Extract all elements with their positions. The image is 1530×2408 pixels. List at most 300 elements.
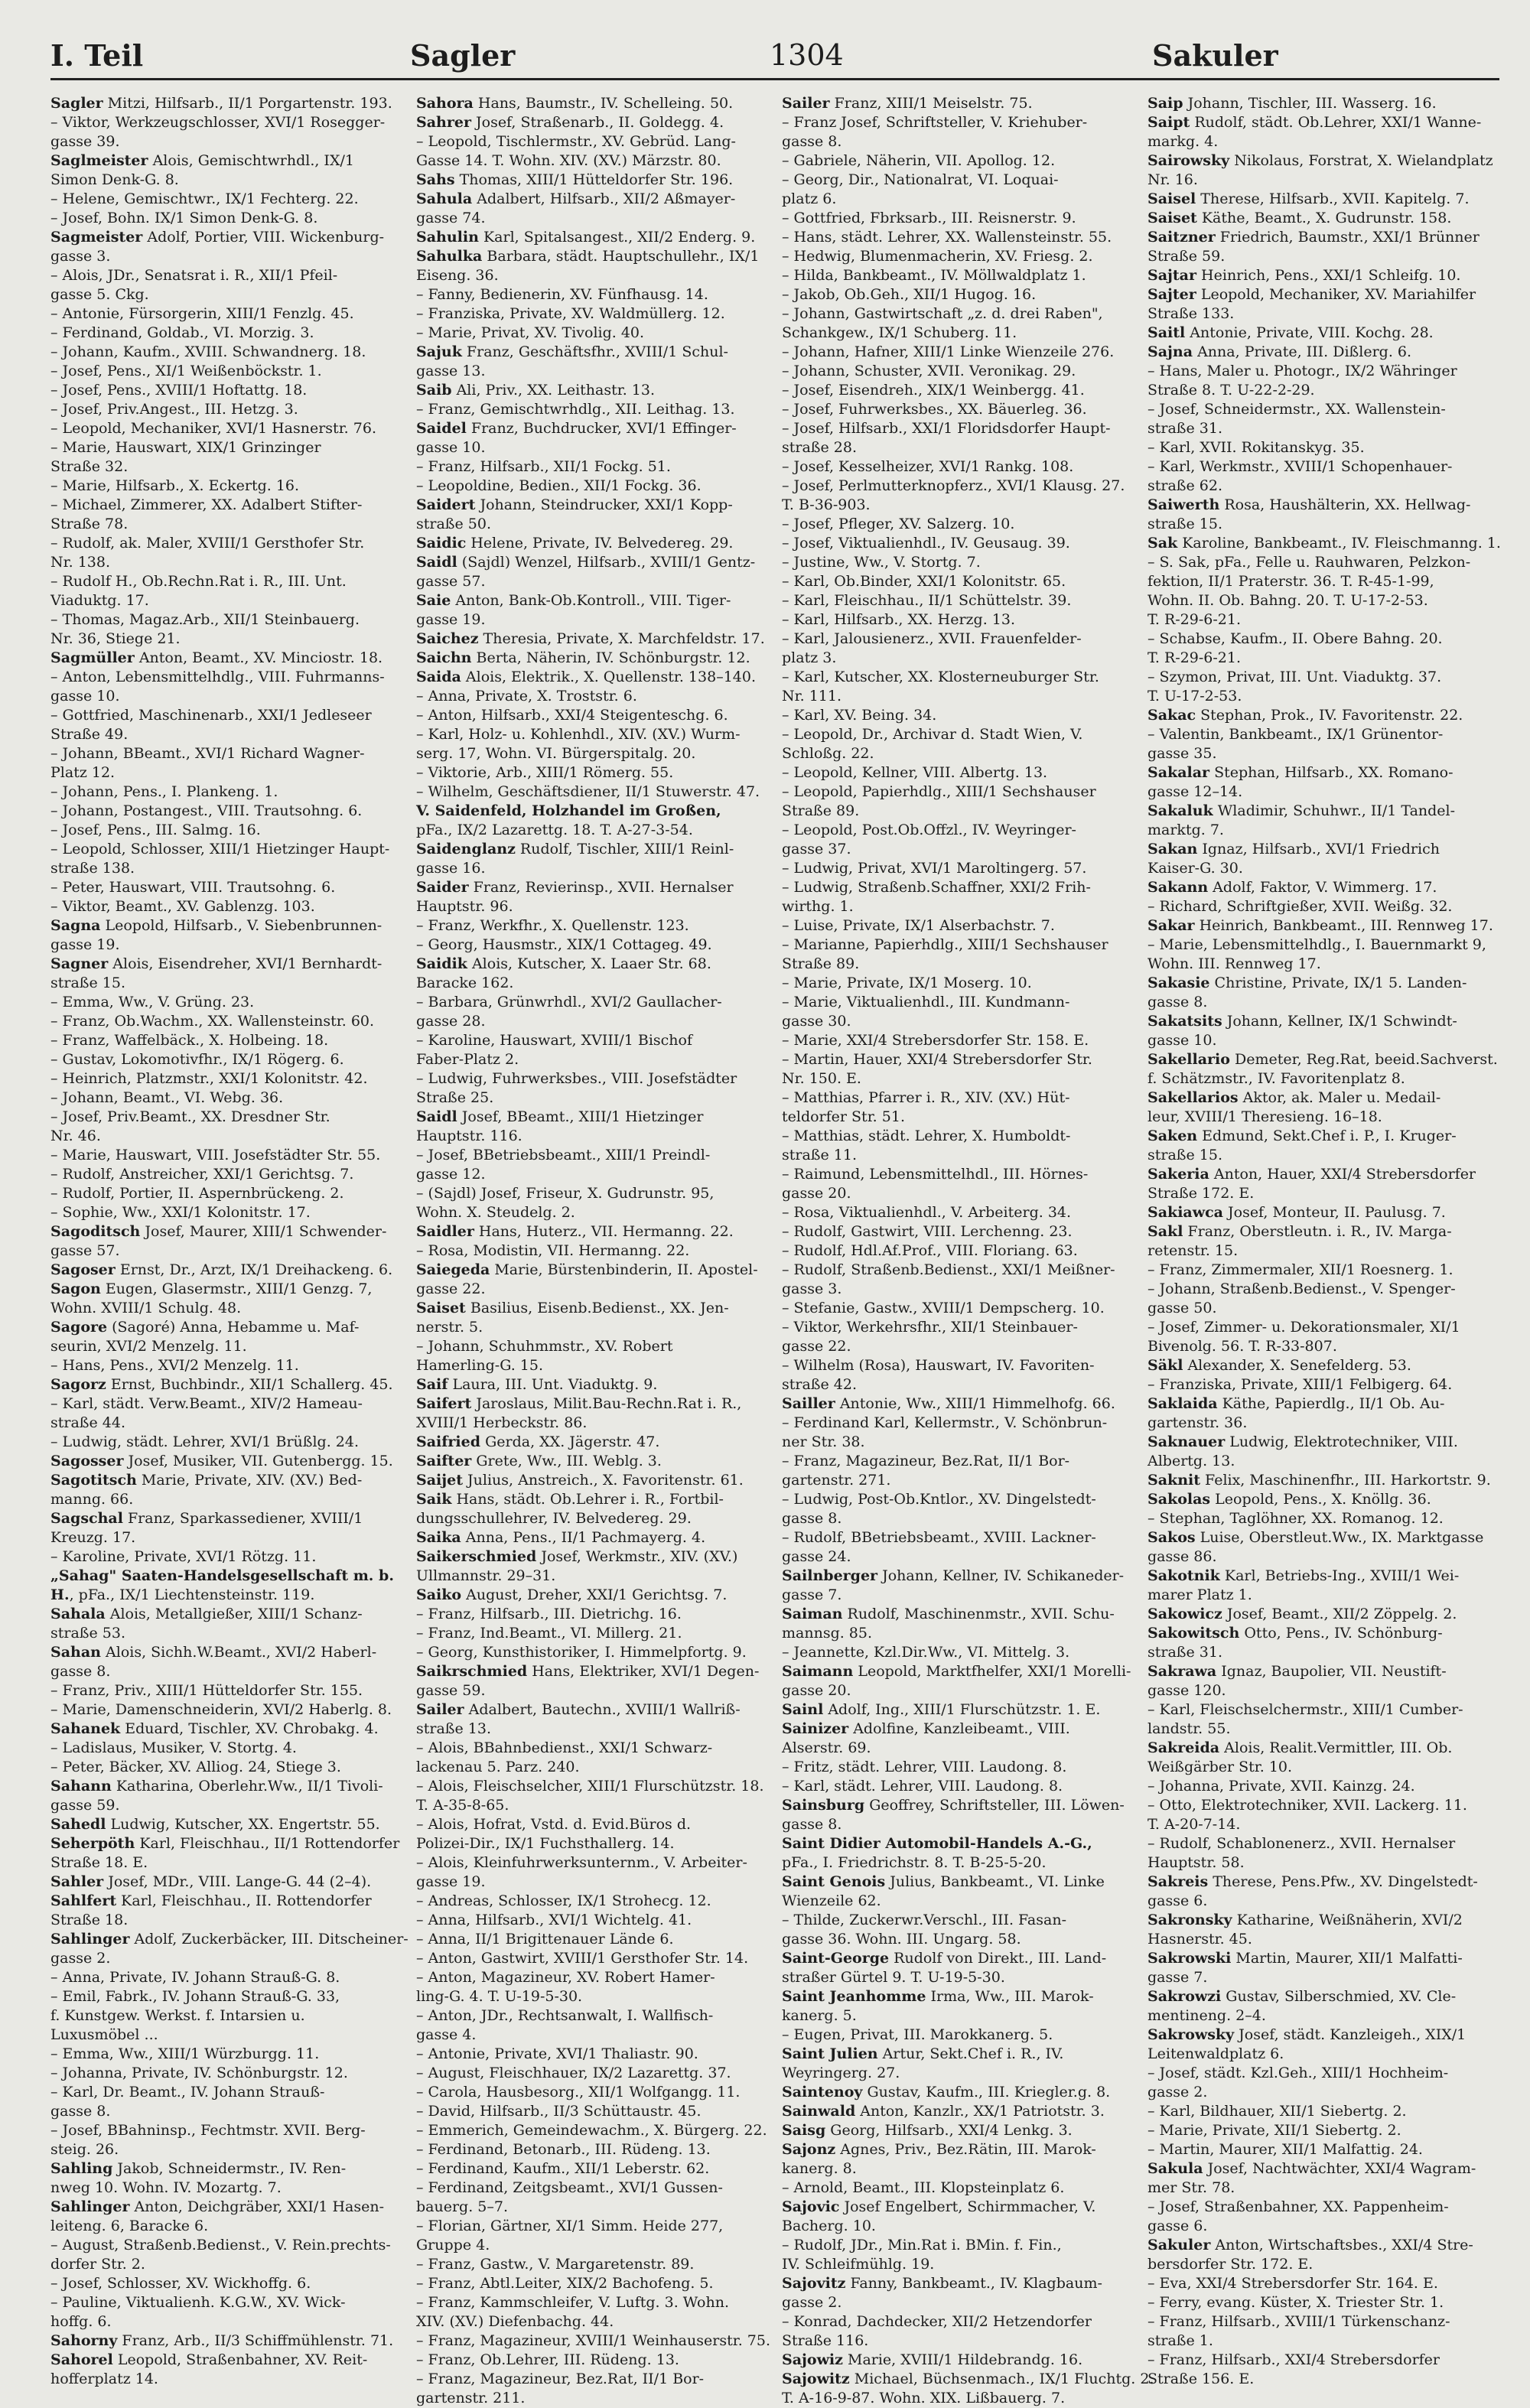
directory-entry [782, 171, 1134, 190]
directory-entry [50, 2140, 402, 2159]
directory-entry [50, 630, 402, 649]
entry-details: Straße 172. E. [1148, 1185, 1255, 1202]
directory-entry [782, 1108, 1134, 1127]
directory-entry [1148, 859, 1499, 878]
directory-entry [1148, 228, 1499, 247]
directory-entry [1148, 1127, 1499, 1146]
directory-entry [416, 2083, 768, 2102]
directory-entry [50, 1624, 402, 1643]
entry-details: straße 138. [50, 860, 135, 877]
directory-entry [50, 725, 402, 744]
entry-details: – Ludwig, städt. Lehrer, XVI/1 Brüßlg. 24. [50, 1433, 360, 1450]
entry-details: – Marie, Hauswart, XIX/1 Grinzinger [50, 439, 321, 456]
entry-details: – Anton, Lebensmittelhdlg., VIII. Fuhrmanns- [50, 669, 385, 685]
entry-details: – Leopold, Kellner, VIII. Albertg. 13. [782, 764, 1048, 781]
directory-entry [1148, 1146, 1499, 1165]
entry-surname: Saifried [416, 1433, 481, 1450]
columns [50, 94, 1501, 2406]
directory-entry [1148, 304, 1499, 324]
entry-details: gasse 16. [416, 860, 486, 877]
directory-entry [782, 1720, 1134, 1739]
directory-entry [782, 1758, 1134, 1777]
entry-surname: Sajowitz [782, 2371, 850, 2387]
entry-details: gasse 8. [782, 1816, 842, 1833]
directory-entry [50, 1184, 402, 1203]
column-2 [416, 94, 770, 2406]
directory-entry [416, 687, 768, 706]
entry-details: – Konrad, Dachdecker, XII/2 Hetzendorfer [782, 2313, 1092, 2330]
entry-surname: Sakac [1148, 707, 1196, 724]
directory-entry [50, 534, 402, 553]
directory-entry [1148, 1050, 1499, 1069]
entry-surname: Saidel [416, 420, 467, 437]
entry-details: Adolf, Zuckerbäcker, III. Ditscheiner- [129, 1931, 409, 1948]
entry-surname: Saint Genois [782, 1873, 886, 1890]
directory-entry [1148, 247, 1499, 266]
entry-details: – Marie, XXI/4 Strebersdorfer Str. 158. E. [782, 1032, 1089, 1049]
directory-entry [416, 1547, 768, 1567]
entry-surname: Saitzner [1148, 229, 1216, 246]
directory-entry [50, 1241, 402, 1261]
entry-details: gasse 3. [50, 248, 111, 265]
directory-entry [782, 2179, 1134, 2198]
directory-entry [416, 1643, 768, 1662]
directory-entry [782, 324, 1134, 343]
directory-entry [50, 1911, 402, 1930]
directory-entry [50, 1873, 402, 1892]
entry-details: – Emma, Ww., V. Grüng. 23. [50, 994, 255, 1010]
entry-details: Hamerling-G. 15. [416, 1357, 544, 1374]
directory-entry [50, 1299, 402, 1318]
entry-surname: Saklaida [1148, 1395, 1218, 1412]
directory-entry [782, 2140, 1134, 2159]
entry-surname: Sak [1148, 535, 1178, 552]
entry-surname: Sahula [416, 190, 473, 207]
entry-details: Edmund, Sekt.Chef i. P., I. Kruger- [1197, 1128, 1457, 1144]
entry-details: – Leopold, Mechaniker, XVI/1 Hasnerstr. 76. [50, 420, 376, 437]
entry-details: – Johann, Postangest., VIII. Trautsohng. 6. [50, 802, 363, 819]
entry-details: – Ferdinand, Betonarb., III. Rüdeng. 13. [416, 2141, 711, 2158]
directory-entry [50, 132, 402, 151]
entry-details: – Josef, Zimmer- u. Dekorationsmaler, XI/1 [1148, 1319, 1460, 1336]
directory-entry [1148, 2293, 1499, 2312]
directory-entry [782, 1299, 1134, 1318]
entry-details: Adolfine, Kanzleibeamt., VIII. [848, 1720, 1070, 1737]
entry-details: gasse 57. [416, 573, 486, 590]
entry-surname: Saikrschmied [416, 1663, 528, 1680]
entry-surname: Sainl [782, 1701, 824, 1718]
entry-details: gasse 7. [782, 1586, 842, 1603]
page-header [50, 37, 1499, 80]
directory-entry [416, 1567, 768, 1586]
entry-details: T. A-20-7-14. [1148, 1816, 1241, 1833]
directory-entry [1148, 1356, 1499, 1375]
directory-entry [782, 1834, 1134, 1853]
directory-entry [416, 1146, 768, 1165]
entry-surname: Sakann [1148, 879, 1209, 896]
directory-entry [782, 1777, 1134, 1796]
entry-details: Berta, Näherin, IV. Schönburgstr. 12. [471, 649, 750, 666]
directory-entry [782, 649, 1134, 668]
entry-surname: Sagna [50, 917, 101, 934]
directory-entry [416, 1241, 768, 1261]
directory-entry [782, 1394, 1134, 1414]
entry-surname: Sahanek [50, 1720, 121, 1737]
entry-details: – Gottfried, Maschinenarb., XXI/1 Jedleseer [50, 707, 372, 724]
entry-details: lackenau 5. Parz. 240. [416, 1759, 580, 1775]
directory-entry [1148, 534, 1499, 553]
directory-entry [416, 304, 768, 324]
entry-surname: Sakellarios [1148, 1089, 1239, 1106]
directory-entry [416, 171, 768, 190]
entry-details: – Josef, Eisendreh., XIX/1 Weinbergg. 41. [782, 382, 1085, 399]
directory-entry [782, 2064, 1134, 2083]
directory-entry [1148, 572, 1499, 591]
directory-entry [1148, 151, 1499, 171]
entry-details: – Michael, Zimmerer, XX. Adalbert Stifter- [50, 496, 363, 513]
directory-entry [782, 2236, 1134, 2255]
entry-details: gasse 20. [782, 1185, 851, 1202]
entry-surname: Sajtar [1148, 267, 1197, 284]
directory-entry [1148, 706, 1499, 725]
entry-details: Hauptstr. 96. [416, 898, 513, 915]
directory-entry [782, 1547, 1134, 1567]
directory-entry [782, 744, 1134, 763]
directory-entry [1148, 897, 1499, 916]
entry-details: Rudolf, Tischler, XIII/1 Reinl- [515, 841, 734, 857]
entry-surname: Sahorel [50, 2351, 113, 2368]
directory-entry [416, 2351, 768, 2370]
entry-details: Theresia, Private, X. Marchfeldstr. 17. [478, 630, 765, 647]
entry-details: – Arnold, Beamt., III. Klopsteinplatz 6. [782, 2179, 1065, 2196]
entry-details: – Franz, Ob.Wachm., XX. Wallensteinstr. 60. [50, 1013, 375, 1030]
part-label: I. Teil [50, 38, 144, 73]
entry-details: – Matthias, Pfarrer i. R., XIV. (XV.) Hüt- [782, 1089, 1070, 1106]
directory-entry [782, 1452, 1134, 1471]
directory-entry [782, 2389, 1134, 2408]
directory-entry [782, 1433, 1134, 1452]
entry-details: – Rudolf, BBetriebsbeamt., XVIII. Lackner- [782, 1529, 1096, 1546]
directory-entry [50, 400, 402, 419]
directory-entry [50, 591, 402, 610]
entry-details: Josef, städt. Kanzleigeh., XIX/1 [1234, 2026, 1467, 2043]
entry-details: Weißgärber Str. 10. [1148, 1759, 1293, 1775]
entry-details: Josef, MDr., VIII. Lange-G. 44 (2–4). [103, 1873, 372, 1890]
directory-entry [50, 1643, 402, 1662]
entry-details: Leopold, Marktfhelfer, XXI/1 Morelli- [853, 1663, 1131, 1680]
entry-details: straße 31. [1148, 1644, 1222, 1661]
entry-details: – Eugen, Privat, III. Marokkanerg. 5. [782, 2026, 1053, 2043]
directory-entry [416, 1987, 768, 2006]
entry-details: – Marie, Hauswart, VIII. Josefstädter Str. 55. [50, 1147, 381, 1163]
entry-details: Anton, Hauer, XXI/4 Strebersdorfer [1209, 1166, 1476, 1183]
entry-details: – Anton, JDr., Rechtsanwalt, I. Wallfisch- [416, 2007, 714, 2024]
directory-entry [416, 1739, 768, 1758]
directory-entry [782, 1509, 1134, 1528]
entry-surname: Sakula [1148, 2160, 1203, 2177]
directory-entry [1148, 438, 1499, 457]
directory-entry [416, 2389, 768, 2408]
entry-details: Karl, Fleischhau., II. Rottendorfer [116, 1892, 372, 1909]
directory-entry [782, 610, 1134, 630]
entry-details: straße 62. [1148, 477, 1222, 494]
entry-details: Leopold, Straßenbahner, XV. Reit- [112, 2351, 368, 2368]
entry-surname: Saidic [416, 535, 467, 552]
entry-details: nerstr. 5. [416, 1319, 483, 1336]
entry-details: – Franz, Ind.Beamt., VI. Millerg. 21. [416, 1625, 682, 1642]
directory-entry [1148, 515, 1499, 534]
entry-details: XVIII/1 Herbeckstr. 86. [416, 1414, 588, 1431]
entry-details: Albertg. 13. [1148, 1453, 1235, 1469]
entry-details: Hans, Huterz., VII. Hermanng. 22. [474, 1223, 734, 1240]
directory-entry [782, 400, 1134, 419]
directory-entry [50, 1222, 402, 1241]
entry-details: – Wilhelm (Rosa), Hauswart, IV. Favoriten- [782, 1357, 1095, 1374]
entry-details: dorfer Str. 2. [50, 2256, 145, 2273]
directory-entry [782, 706, 1134, 725]
column-3 [782, 94, 1154, 2406]
entry-details: – Alois, Fleischselcher, XIII/1 Flurschützstr. 18. [416, 1778, 764, 1795]
directory-entry [50, 1280, 402, 1299]
directory-entry [782, 955, 1134, 974]
directory-entry [782, 840, 1134, 859]
entry-details: XIV. (XV.) Diefenbachg. 44. [416, 2313, 614, 2330]
entry-details: – August, Fleischhauer, IX/2 Lazarettg. 37. [416, 2065, 731, 2081]
directory-entry [50, 228, 402, 247]
entry-surname: Saipt [1148, 114, 1190, 131]
directory-entry [416, 974, 768, 993]
directory-entry [782, 783, 1134, 802]
directory-entry [1148, 1471, 1499, 1490]
entry-surname: Sagoditsch [50, 1223, 141, 1240]
entry-details: gasse 19. [416, 1873, 486, 1890]
entry-details: – Josef, Priv.Beamt., XX. Dresdner Str. [50, 1108, 330, 1125]
directory-entry [1148, 1586, 1499, 1605]
directory-entry [50, 1834, 402, 1853]
directory-entry [416, 840, 768, 859]
first-keyword: Sagler [410, 38, 516, 73]
entry-details: dungsschullehrer, IV. Belvedereg. 29. [416, 1510, 692, 1527]
entry-details: – Josef, Viktualienhdl., IV. Geusaug. 39. [782, 535, 1070, 552]
entry-details: T. U-17-2-53. [1148, 688, 1242, 705]
entry-surname: Sailer [416, 1701, 464, 1718]
entry-details: pFa., I. Friedrichstr. 8. T. B-25-5-20. [782, 1854, 1047, 1871]
directory-entry [50, 1452, 402, 1471]
directory-entry [782, 1337, 1134, 1356]
entry-details: Agnes, Priv., Bez.Rätin, III. Marok- [835, 2141, 1096, 2158]
entry-details: Jakob, Schneidermstr., IV. Ren- [112, 2160, 347, 2177]
entry-surname: Sagler [50, 95, 103, 112]
entry-surname: Sagmeister [50, 229, 143, 246]
directory-entry [1148, 1700, 1499, 1720]
column-4 [1148, 94, 1501, 2387]
entry-surname: Sakronsky [1148, 1912, 1232, 1928]
directory-entry [782, 1471, 1134, 1490]
entry-details: Wohn. XVIII/1 Schulg. 48. [50, 1300, 242, 1316]
directory-entry [782, 1356, 1134, 1375]
entry-details: – Carola, Hausbesorg., XII/1 Wolfgangg. 11. [416, 2084, 741, 2100]
entry-details: – Hans, städt. Lehrer, XX. Wallensteinstr. 55. [782, 229, 1112, 246]
entry-surname: Saiegeda [416, 1261, 490, 1278]
directory-entry [782, 572, 1134, 591]
directory-entry [1148, 1949, 1499, 1968]
directory-entry [50, 362, 402, 381]
entry-details: Polizei-Dir., IX/1 Fuchsthallerg. 14. [416, 1835, 675, 1852]
directory-entry [1148, 132, 1499, 151]
entry-details: Nr. 46. [50, 1128, 101, 1144]
directory-entry [782, 457, 1134, 477]
entry-details: – Franziska, Private, XIII/1 Felbigerg. 64. [1148, 1376, 1453, 1393]
entry-details: Nr. 16. [1148, 171, 1198, 188]
entry-details: gasse 74. [416, 210, 486, 226]
entry-details: – Rudolf, ak. Maler, XVIII/1 Gersthofer Str. [50, 535, 365, 552]
directory-entry [782, 1930, 1134, 1949]
entry-details: Felix, Maschinenfhr., III. Harkortstr. 9. [1200, 1472, 1491, 1489]
directory-entry [782, 1624, 1134, 1643]
entry-surname: Sajovitz [782, 2275, 846, 2292]
directory-entry [50, 763, 402, 783]
directory-entry [782, 859, 1134, 878]
directory-entry [416, 744, 768, 763]
directory-entry [50, 2332, 402, 2351]
directory-entry [50, 2351, 402, 2370]
directory-entry [416, 1299, 768, 1318]
entry-details: Straße 8. T. U-22-2-29. [1148, 382, 1315, 399]
directory-entry [782, 94, 1134, 113]
entry-surname: Sainwald [782, 2103, 856, 2120]
entry-surname: Saidl [416, 1108, 457, 1125]
entry-surname: Sahulin [416, 229, 479, 246]
directory-entry [1148, 1069, 1499, 1088]
entry-details: straße 15. [1148, 1147, 1222, 1163]
directory-entry [416, 1471, 768, 1490]
entry-details: Gustav, Kaufm., III. Kriegler.g. 8. [862, 2084, 1111, 2100]
directory-entry [416, 2370, 768, 2389]
entry-details: Johann, Kellner, IV. Schikaneder- [877, 1567, 1125, 1584]
entry-surname: Sahann [50, 1778, 112, 1795]
entry-details: August, Dreher, XXI/1 Gerichtsg. 7. [461, 1586, 728, 1603]
entry-details: – Karoline, Hauswart, XVIII/1 Bischof [416, 1032, 692, 1049]
entry-surname: Saichn [416, 649, 472, 666]
directory-entry [50, 1127, 402, 1146]
directory-entry [50, 1031, 402, 1050]
directory-entry [50, 151, 402, 171]
entry-surname: Sagon [50, 1280, 101, 1297]
entry-surname: Sairowsky [1148, 152, 1230, 169]
entry-details: Anton, Kanzlr., XX/1 Patriotstr. 3. [855, 2103, 1105, 2120]
directory-entry [782, 1127, 1134, 1146]
entry-surname: Saikerschmied [416, 1548, 537, 1565]
entry-details: teldorfer Str. 51. [782, 1108, 905, 1125]
entry-details: – Rudolf, Hdl.Af.Prof., VIII. Floriang. 63. [782, 1242, 1078, 1259]
directory-entry [416, 2121, 768, 2140]
entry-details: Nikolaus, Forstrat, X. Wielandplatz [1229, 152, 1493, 169]
directory-entry [782, 285, 1134, 304]
directory-entry [416, 1280, 768, 1299]
directory-entry [416, 1050, 768, 1069]
entry-surname: Sagner [50, 955, 109, 972]
directory-entry [416, 1127, 768, 1146]
entry-details: – Hans, Maler u. Photogr., IX/2 Währinger [1148, 363, 1457, 379]
directory-entry [50, 1815, 402, 1834]
directory-entry [1148, 1605, 1499, 1624]
directory-entry [416, 1012, 768, 1031]
entry-details: gasse 2. [50, 1950, 111, 1967]
directory-entry [782, 266, 1134, 285]
directory-entry [416, 1433, 768, 1452]
entry-surname: Sainizer [782, 1720, 849, 1737]
directory-entry [416, 247, 768, 266]
directory-entry [50, 381, 402, 400]
directory-entry [1148, 1681, 1499, 1700]
directory-entry [1148, 1796, 1499, 1815]
entry-details: Platz 12. [50, 764, 116, 781]
directory-entry [1148, 1088, 1499, 1108]
entry-details: , pFa., IX/1 Liechtensteinstr. 119. [69, 1586, 315, 1603]
entry-details: straße 1. [1148, 2332, 1213, 2349]
entry-surname: Sajna [1148, 343, 1193, 360]
directory-entry [50, 2159, 402, 2179]
directory-entry [782, 2370, 1154, 2389]
entry-details: Alois, Kutscher, X. Laaer Str. 68. [467, 955, 711, 972]
entry-details: Aktor, ak. Maler u. Medail- [1238, 1089, 1441, 1106]
entry-details: – Karl, Bildhauer, XII/1 Siebertg. 2. [1148, 2103, 1407, 2120]
directory-entry [782, 1165, 1134, 1184]
entry-details: Anton, Wirtschaftsbes., XXI/4 Stre- [1210, 2237, 1473, 2253]
entry-details: – Rudolf, Anstreicher, XXI/1 Gerichtsg. 7. [50, 1166, 354, 1183]
directory-entry [50, 1681, 402, 1700]
directory-entry [50, 1547, 402, 1567]
entry-details: – Franz, Abtl.Leiter, XIX/2 Bachofeng. 5. [416, 2275, 714, 2292]
directory-entry [1148, 285, 1499, 304]
entry-details: – Alois, Hofrat, Vstd. d. Evid.Büros d. [416, 1816, 692, 1833]
directory-entry [416, 1834, 768, 1853]
directory-entry [782, 897, 1134, 916]
entry-details: Gerda, XX. Jägerstr. 47. [480, 1433, 660, 1450]
entry-details: f. Kunstgew. Werkst. f. Intarsien u. [50, 2007, 305, 2024]
directory-entry [1148, 2351, 1499, 2370]
entry-details: Christine, Private, IX/1 5. Landen- [1209, 975, 1467, 991]
entry-details: Fanny, Bankbeamt., IV. Klagbaum- [845, 2275, 1102, 2292]
entry-details: – Josef, Pfleger, XV. Salzerg. 10. [782, 516, 1015, 532]
directory-entry [416, 1968, 768, 1987]
entry-details: – Otto, Elektrotechniker, XVII. Lackerg. 11. [1148, 1797, 1467, 1814]
directory-entry [416, 1222, 768, 1241]
directory-entry [782, 1949, 1134, 1968]
entry-surname: Sajovic [782, 2198, 840, 2215]
entry-details: straße 15. [1148, 516, 1222, 532]
entry-details: Wienzeile 62. [782, 1892, 881, 1909]
directory-entry [782, 1146, 1134, 1165]
entry-details: – Josef, städt. Kzl.Geh., XIII/1 Hochheim- [1148, 2065, 1449, 2081]
entry-details: – Anton, Gastwirt, XVIII/1 Gersthofer Str. 14. [416, 1950, 749, 1967]
entry-details: bauerg. 5–7. [416, 2198, 509, 2215]
entry-details: Ludwig, Kutscher, XX. Engertstr. 55. [106, 1816, 380, 1833]
directory-entry [782, 2006, 1134, 2026]
entry-surname: Sakuler [1148, 2237, 1211, 2253]
directory-entry [416, 2006, 768, 2026]
entry-details: Hauptstr. 116. [416, 1128, 522, 1144]
directory-entry [416, 1069, 768, 1088]
directory-entry [1148, 1108, 1499, 1127]
entry-details: Straße 89. [782, 802, 860, 819]
directory-entry [416, 2274, 768, 2293]
directory-entry [416, 515, 768, 534]
entry-details: – Ladislaus, Musiker, V. Stortg. 4. [50, 1739, 297, 1756]
entry-details: nweg 10. Wohn. IV. Mozartg. 7. [50, 2179, 282, 2196]
entry-surname: Saichez [416, 630, 479, 647]
entry-details: – Josef, Schlosser, XV. Wickhoffg. 6. [50, 2275, 311, 2292]
